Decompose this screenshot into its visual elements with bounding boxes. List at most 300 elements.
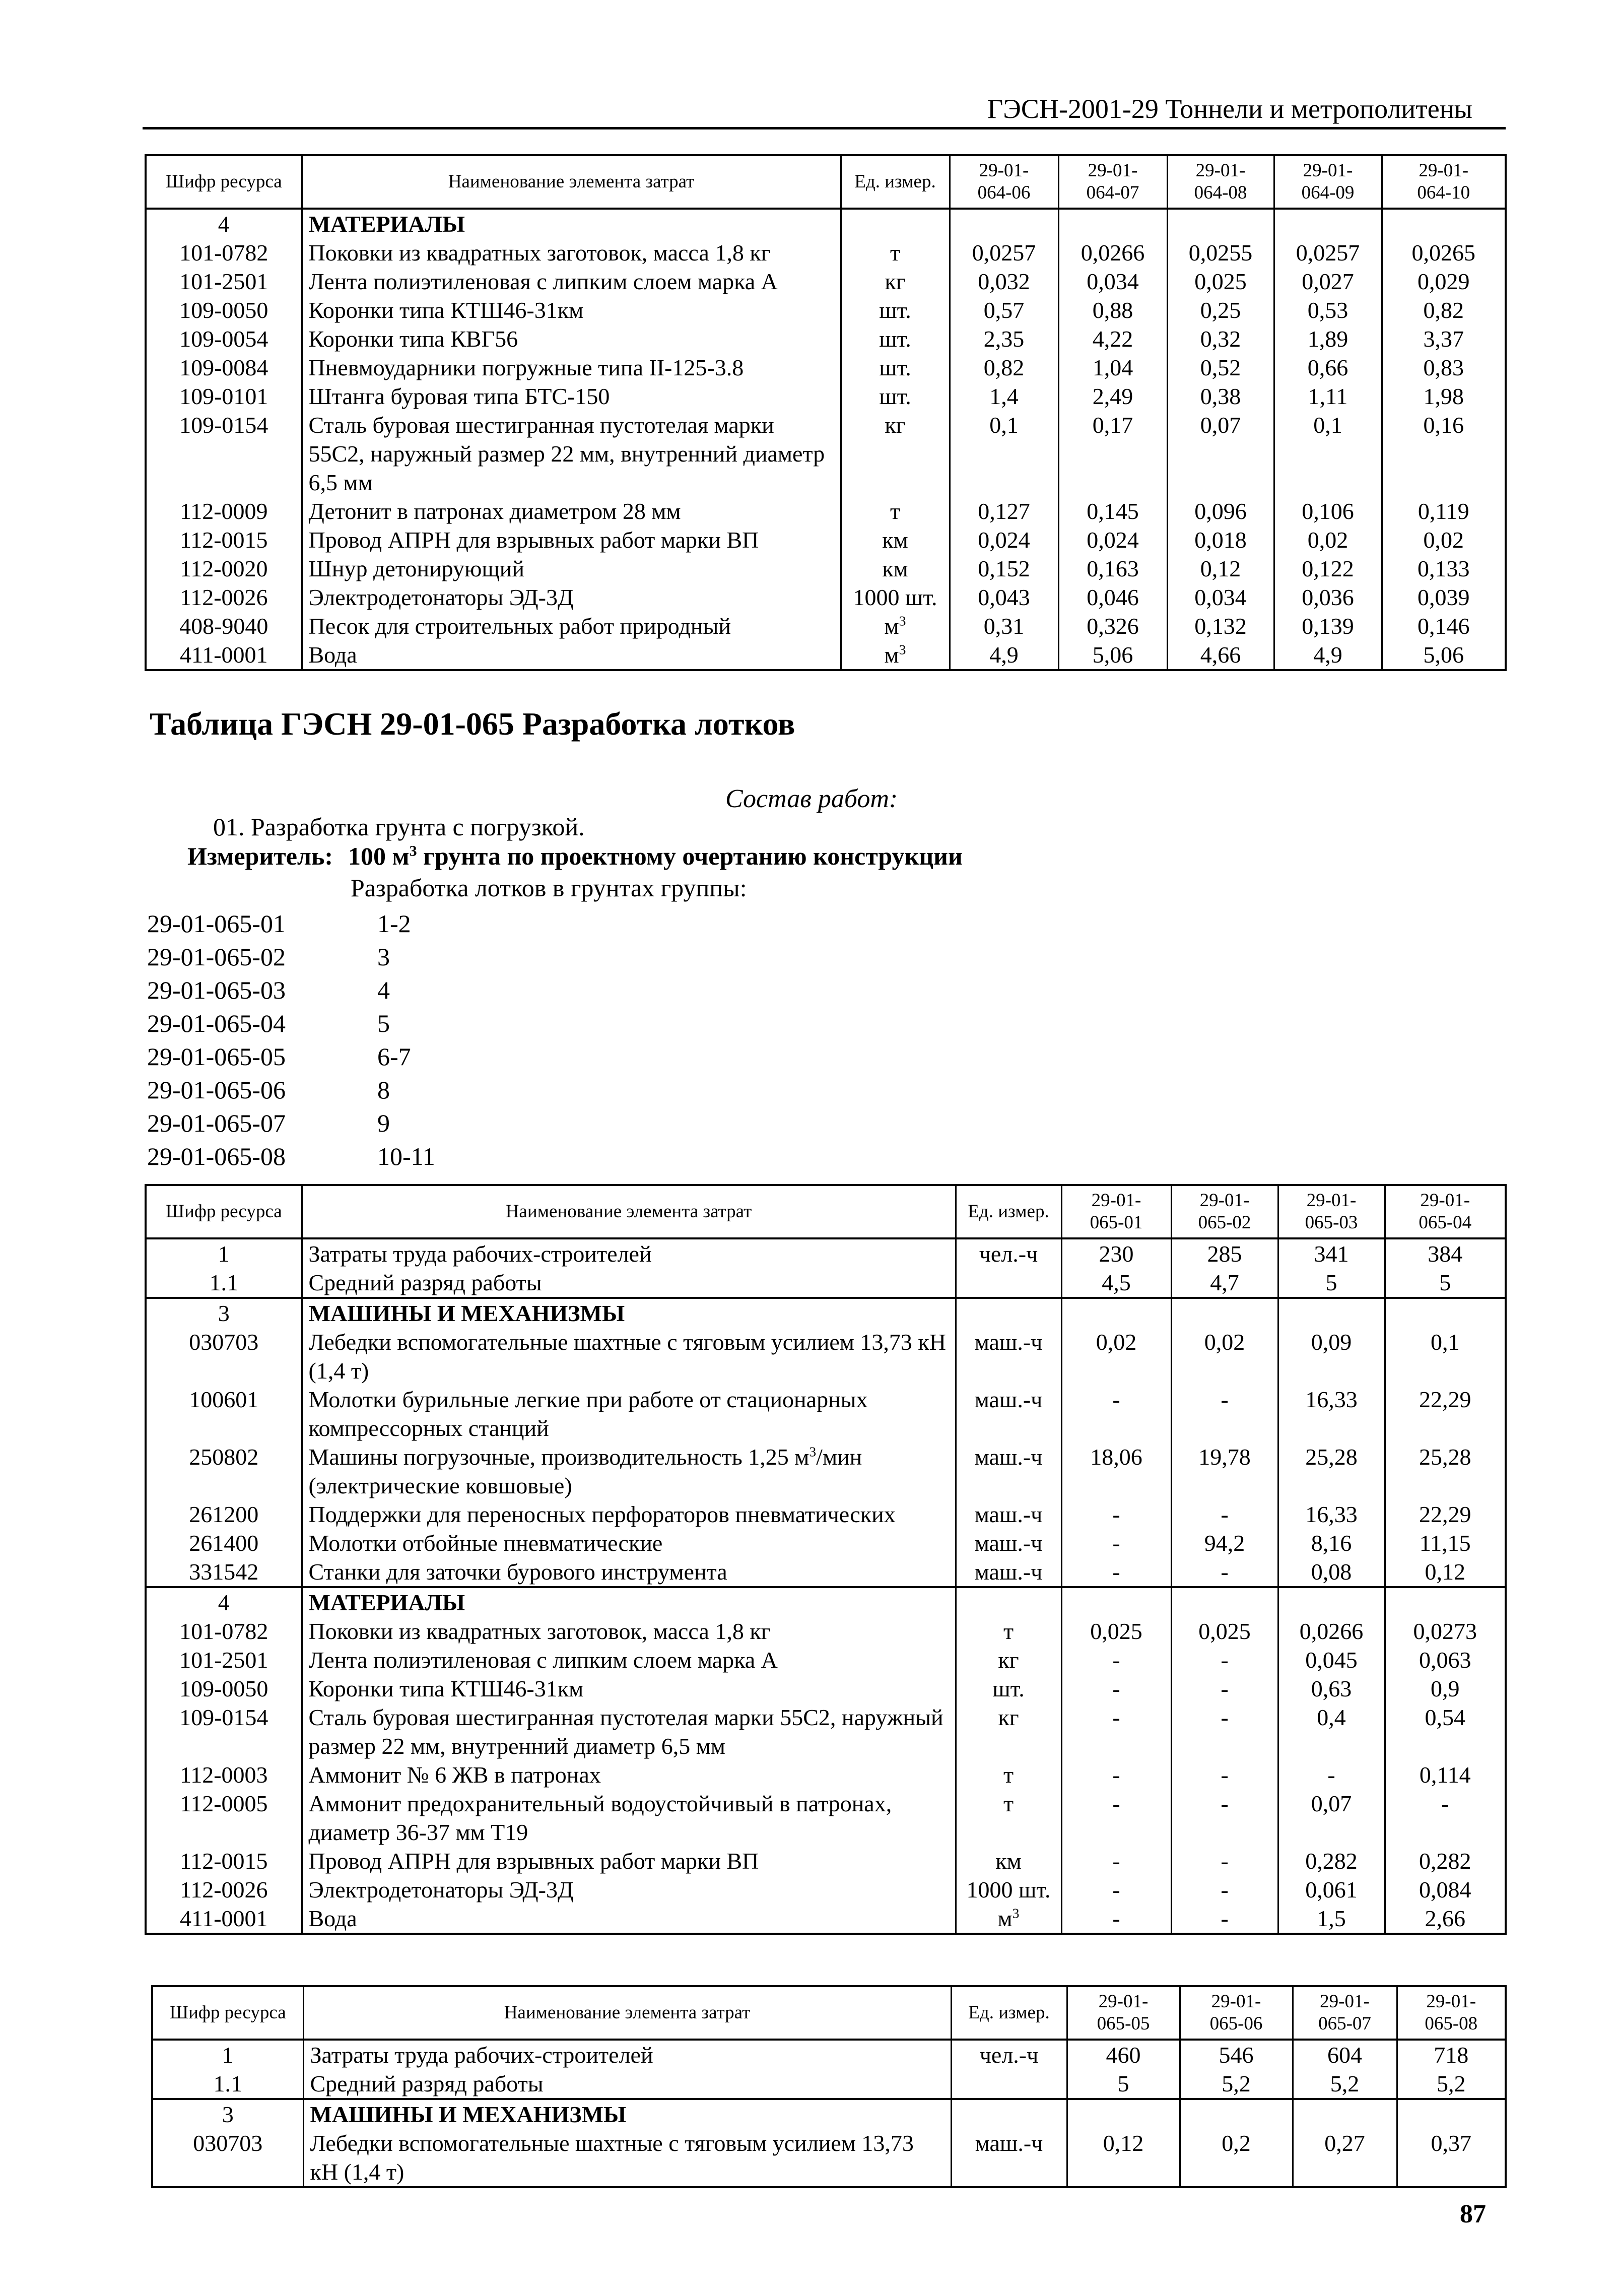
- soil-group-row: [147, 1040, 435, 1073]
- norm-code: 29-01-065-01: [147, 909, 286, 938]
- header-norm-column: 29-01- 064-06: [950, 155, 1058, 209]
- table-row: [146, 411, 1506, 497]
- norm-code: 29-01-065-05: [147, 1042, 286, 1071]
- section-title: Затраты труда рабочих-строителей: [303, 2040, 951, 2069]
- norm-value: 4,5: [1061, 1268, 1171, 1298]
- resource-unit: кг: [956, 1703, 1061, 1760]
- section-unit: [841, 209, 950, 238]
- section-value: [1171, 1298, 1278, 1328]
- norm-value: 0,0265: [1382, 238, 1506, 267]
- norm-value: 0,12: [1385, 1557, 1506, 1587]
- norm-value: 0,53: [1274, 296, 1382, 324]
- norm-value: 25,28: [1385, 1442, 1506, 1500]
- norm-value: 18,06: [1061, 1442, 1171, 1500]
- header-norm-column: 29-01- 065-06: [1180, 1986, 1293, 2040]
- soil-group: 5: [377, 1009, 390, 1037]
- resource-name: Шнур детонирующий: [302, 554, 841, 583]
- table-row: [146, 1557, 1506, 1587]
- resource-name: Электродетонаторы ЭД-3Д: [302, 1875, 956, 1904]
- section-row: [146, 1587, 1506, 1617]
- table-row: [146, 612, 1506, 640]
- resource-code: 331542: [146, 1557, 302, 1587]
- resource-name: Средний разряд работы: [302, 1268, 956, 1298]
- norm-value: 4,7: [1171, 1268, 1278, 1298]
- section-value: [1067, 2099, 1180, 2129]
- header-unit: Ед. измер.: [841, 155, 950, 209]
- resource-code: 408-9040: [146, 612, 302, 640]
- section-unit: [956, 1298, 1061, 1328]
- soil-group: 1-2: [377, 909, 411, 938]
- resource-code: 030703: [146, 1328, 302, 1385]
- table-row: [146, 382, 1506, 411]
- resource-code: 100601: [146, 1385, 302, 1442]
- header-code: Шифр ресурса: [152, 1986, 303, 2040]
- resource-unit: км: [841, 526, 950, 554]
- table-row: [146, 1529, 1506, 1557]
- resource-code: 109-0054: [146, 324, 302, 353]
- resource-code: 030703: [152, 2129, 303, 2187]
- norm-value: 0,02: [1171, 1328, 1278, 1385]
- resource-code: 101-0782: [146, 1617, 302, 1646]
- norm-value: 5,2: [1397, 2069, 1506, 2099]
- running-head: ГЭСН-2001-29 Тоннели и метрополитены: [987, 94, 1472, 124]
- resource-name: Лента полиэтиленовая с липким слоем марка А: [302, 1646, 956, 1674]
- resource-name: Аммонит предохранительный водоустойчивый в патронах, диаметр 36-37 мм Т19: [302, 1789, 956, 1847]
- table-row: [152, 2129, 1506, 2187]
- header-norm-column: 29-01- 064-10: [1382, 155, 1506, 209]
- resource-code: 411-0001: [146, 1904, 302, 1934]
- section-title: МАШИНЫ И МЕХАНИЗМЫ: [303, 2099, 951, 2129]
- norm-value: -: [1385, 1789, 1506, 1847]
- soil-group: 6-7: [377, 1042, 411, 1071]
- norm-value: 22,29: [1385, 1385, 1506, 1442]
- norm-value: 8,16: [1278, 1529, 1385, 1557]
- norm-value: 0,024: [950, 526, 1058, 554]
- soil-group-row: [147, 1007, 435, 1040]
- norm-value: 2,66: [1385, 1904, 1506, 1934]
- norm-value: 0,09: [1278, 1328, 1385, 1385]
- norm-value: 94,2: [1171, 1529, 1278, 1557]
- table-row: [146, 1674, 1506, 1703]
- norm-value: 0,045: [1278, 1646, 1385, 1674]
- resource-name: Лебедки вспомогательные шахтные с тяговым усилием 13,73 кН (1,4 т): [303, 2129, 951, 2187]
- resource-unit: маш.-ч: [956, 1557, 1061, 1587]
- norm-value: 0,043: [950, 583, 1058, 612]
- norm-value: -: [1278, 1760, 1385, 1789]
- resource-name: Штанга буровая типа БТС-150: [302, 382, 841, 411]
- norm-value: 1,4: [950, 382, 1058, 411]
- header-name: Наименование элемента затрат: [303, 1986, 951, 2040]
- norm-value: 0,37: [1397, 2129, 1506, 2187]
- section-value: [1061, 1298, 1171, 1328]
- norm-code: 29-01-065-02: [147, 943, 286, 971]
- resource-table-064: [145, 154, 1507, 671]
- table-row: [146, 497, 1506, 526]
- norm-value: 5,06: [1058, 640, 1167, 670]
- section-title: МАТЕРИАЛЫ: [302, 209, 841, 238]
- norm-value: 5: [1278, 1268, 1385, 1298]
- norm-value: -: [1171, 1904, 1278, 1934]
- header-name: Наименование элемента затрат: [302, 1185, 956, 1238]
- header-row: [146, 155, 1506, 209]
- resource-unit: т: [841, 497, 950, 526]
- resource-name: Лента полиэтиленовая с липким слоем марка А: [302, 267, 841, 296]
- section-code: 4: [146, 209, 302, 238]
- section-code: 3: [152, 2099, 303, 2129]
- resource-unit: [951, 2069, 1067, 2099]
- norm-value: 0,139: [1274, 612, 1382, 640]
- section-unit: чел.-ч: [956, 1238, 1061, 1268]
- norm-value: 0,127: [950, 497, 1058, 526]
- resource-unit: маш.-ч: [951, 2129, 1067, 2187]
- norm-value: 0,025: [1167, 267, 1274, 296]
- norm-value: 0,025: [1171, 1617, 1278, 1646]
- norm-value: 0,034: [1167, 583, 1274, 612]
- header-norm-column: 29-01- 064-09: [1274, 155, 1382, 209]
- header-code: Шифр ресурса: [146, 1185, 302, 1238]
- section-row: [146, 1298, 1506, 1328]
- norm-value: 0,38: [1167, 382, 1274, 411]
- table-row: [146, 640, 1506, 670]
- resource-code: 101-2501: [146, 1646, 302, 1674]
- resource-name: Сталь буровая шестигранная пустотелая марки 55С2, наружный размер 22 мм, внутренний диаметр 6,5 мм: [302, 1703, 956, 1760]
- resource-code: 112-0009: [146, 497, 302, 526]
- norm-value: -: [1171, 1847, 1278, 1875]
- table-row: [146, 1268, 1506, 1298]
- section-value: 341: [1278, 1238, 1385, 1268]
- table-row: [146, 1847, 1506, 1875]
- resource-name: Молотки бурильные легкие при работе от стационарных компрессорных станций: [302, 1385, 956, 1442]
- norm-value: 5: [1385, 1268, 1506, 1298]
- resource-name: Провод АПРН для взрывных работ марки ВП: [302, 1847, 956, 1875]
- header-unit: Ед. измер.: [951, 1986, 1067, 2040]
- norm-value: 0,9: [1385, 1674, 1506, 1703]
- table-row: [146, 1904, 1506, 1934]
- measure-label: Измеритель:: [187, 842, 333, 870]
- soil-group-row: [147, 1073, 435, 1106]
- resource-name: Средний разряд работы: [303, 2069, 951, 2099]
- section-row: [152, 2040, 1506, 2069]
- norm-value: 0,146: [1382, 612, 1506, 640]
- resource-code: 109-0154: [146, 411, 302, 497]
- groups-heading: Разработка лотков в грунтах группы:: [351, 874, 747, 902]
- resource-code: 1.1: [146, 1268, 302, 1298]
- norm-value: 0,032: [950, 267, 1058, 296]
- resource-code: 250802: [146, 1442, 302, 1500]
- resource-code: 109-0084: [146, 353, 302, 382]
- resource-name: Пневмоударники погружные типа II-125-3.8: [302, 353, 841, 382]
- norm-value: 1,98: [1382, 382, 1506, 411]
- norm-value: 0,163: [1058, 554, 1167, 583]
- soil-group: 9: [377, 1109, 390, 1137]
- resource-name: Поковки из квадратных заготовок, масса 1,8 кг: [302, 1617, 956, 1646]
- norm-value: 0,025: [1061, 1617, 1171, 1646]
- resource-unit: т: [956, 1760, 1061, 1789]
- norm-value: 0,0273: [1385, 1617, 1506, 1646]
- resource-name: Аммонит № 6 ЖВ в патронах: [302, 1760, 956, 1789]
- section-value: [1382, 209, 1506, 238]
- resource-code: 101-2501: [146, 267, 302, 296]
- resource-name: Коронки типа КТШ46-31км: [302, 296, 841, 324]
- norm-value: 0,0257: [1274, 238, 1382, 267]
- norm-value: 3,37: [1382, 324, 1506, 353]
- norm-code: 29-01-065-04: [147, 1009, 286, 1037]
- resource-unit: маш.-ч: [956, 1500, 1061, 1529]
- section-title: Затраты труда рабочих-строителей: [302, 1238, 956, 1268]
- work-item: 01. Разработка грунта с погрузкой.: [213, 813, 585, 841]
- norm-value: 0,63: [1278, 1674, 1385, 1703]
- section-unit: [956, 1587, 1061, 1617]
- header-unit: Ед. измер.: [956, 1185, 1061, 1238]
- resource-unit: км: [841, 554, 950, 583]
- resource-code: 112-0020: [146, 554, 302, 583]
- table-row: [146, 353, 1506, 382]
- norm-value: 0,12: [1167, 554, 1274, 583]
- soil-group-row: [147, 1140, 435, 1173]
- resource-code: 112-0015: [146, 1847, 302, 1875]
- table-row: [146, 554, 1506, 583]
- resource-unit: [956, 1268, 1061, 1298]
- resource-code: 261200: [146, 1500, 302, 1529]
- norm-value: -: [1061, 1646, 1171, 1674]
- norm-value: 0,83: [1382, 353, 1506, 382]
- resource-table-065-05-08: [151, 1985, 1507, 2188]
- norm-value: 0,0266: [1278, 1617, 1385, 1646]
- section-value: 230: [1061, 1238, 1171, 1268]
- resource-name: Коронки типа КТШ46-31км: [302, 1674, 956, 1703]
- norm-value: 0,07: [1278, 1789, 1385, 1847]
- header-code: Шифр ресурса: [146, 155, 302, 209]
- norm-value: 0,326: [1058, 612, 1167, 640]
- section-value: [1385, 1587, 1506, 1617]
- resource-unit: маш.-ч: [956, 1529, 1061, 1557]
- resource-unit: кг: [841, 411, 950, 497]
- norm-value: 0,31: [950, 612, 1058, 640]
- resource-code: 411-0001: [146, 640, 302, 670]
- section-value: [1278, 1298, 1385, 1328]
- norm-value: -: [1061, 1674, 1171, 1703]
- resource-code: 1.1: [152, 2069, 303, 2099]
- norm-value: 0,12: [1067, 2129, 1180, 2187]
- norm-value: 0,024: [1058, 526, 1167, 554]
- norm-value: 0,16: [1382, 411, 1506, 497]
- norm-value: -: [1061, 1875, 1171, 1904]
- section-value: 384: [1385, 1238, 1506, 1268]
- norm-value: -: [1171, 1875, 1278, 1904]
- table-row: [146, 1789, 1506, 1847]
- norm-value: 2,35: [950, 324, 1058, 353]
- header-norm-column: 29-01- 064-08: [1167, 155, 1274, 209]
- section-value: [1061, 1587, 1171, 1617]
- resource-code: 112-0026: [146, 1875, 302, 1904]
- header-norm-column: 29-01- 065-05: [1067, 1986, 1180, 2040]
- header-row: [152, 1986, 1506, 2040]
- soil-group-row: [147, 940, 435, 973]
- norm-value: 0,029: [1382, 267, 1506, 296]
- resource-name: Песок для строительных работ природный: [302, 612, 841, 640]
- header-norm-column: 29-01- 065-07: [1293, 1986, 1397, 2040]
- table-row: [146, 1500, 1506, 1529]
- norm-value: 1,04: [1058, 353, 1167, 382]
- section-value: 285: [1171, 1238, 1278, 1268]
- section-code: 1: [152, 2040, 303, 2069]
- section-value: [1058, 209, 1167, 238]
- table-row: [146, 238, 1506, 267]
- norm-value: -: [1061, 1529, 1171, 1557]
- norm-value: 0,018: [1167, 526, 1274, 554]
- norm-value: 0,0255: [1167, 238, 1274, 267]
- resource-code: 109-0154: [146, 1703, 302, 1760]
- section-unit: [951, 2099, 1067, 2129]
- norm-value: 0,046: [1058, 583, 1167, 612]
- table-row: [146, 1703, 1506, 1760]
- resource-name: Машины погрузочные, производительность 1,25 $м^3$/мин (электрические ковшовые): [302, 1442, 956, 1500]
- norm-value: -: [1171, 1674, 1278, 1703]
- norm-value: 11,15: [1385, 1529, 1506, 1557]
- norm-value: 25,28: [1278, 1442, 1385, 1500]
- table-row: [146, 324, 1506, 353]
- resource-table-065-01-04: [145, 1184, 1507, 1935]
- section-code: 4: [146, 1587, 302, 1617]
- table-row: [146, 1875, 1506, 1904]
- resource-unit: т: [956, 1617, 1061, 1646]
- norm-value: 5: [1067, 2069, 1180, 2099]
- norm-value: -: [1171, 1500, 1278, 1529]
- norm-value: 0,66: [1274, 353, 1382, 382]
- norm-value: 0,25: [1167, 296, 1274, 324]
- norm-value: 19,78: [1171, 1442, 1278, 1500]
- section-value: [1180, 2099, 1293, 2129]
- section-code: 3: [146, 1298, 302, 1328]
- norm-value: 0,027: [1274, 267, 1382, 296]
- norm-value: 0,57: [950, 296, 1058, 324]
- norm-value: 0,145: [1058, 497, 1167, 526]
- soil-group-row: [147, 907, 435, 940]
- norm-value: 5,2: [1293, 2069, 1397, 2099]
- resource-name: Вода: [302, 640, 841, 670]
- norm-value: 0,2: [1180, 2129, 1293, 2187]
- resource-code: 112-0015: [146, 526, 302, 554]
- resource-code: 112-0005: [146, 1789, 302, 1847]
- table-row: [146, 1385, 1506, 1442]
- norm-value: 0,1: [1274, 411, 1382, 497]
- norm-value: -: [1171, 1557, 1278, 1587]
- resource-name: Сталь буровая шестигранная пустотелая марки 55С2, наружный размер 22 мм, внутренний диаметр 6,5 мм: [302, 411, 841, 497]
- resource-code: 109-0050: [146, 296, 302, 324]
- section-value: [1171, 1587, 1278, 1617]
- norm-value: 1,11: [1274, 382, 1382, 411]
- norm-value: 4,9: [1274, 640, 1382, 670]
- resource-name: Лебедки вспомогательные шахтные с тяговым усилием 13,73 кН (1,4 т): [302, 1328, 956, 1385]
- resource-unit: шт.: [956, 1674, 1061, 1703]
- resource-name: Вода: [302, 1904, 956, 1934]
- norm-value: -: [1061, 1500, 1171, 1529]
- section-value: 460: [1067, 2040, 1180, 2069]
- norm-value: -: [1171, 1789, 1278, 1847]
- soil-group: 10-11: [377, 1142, 435, 1170]
- section-code: 1: [146, 1238, 302, 1268]
- norm-value: 16,33: [1278, 1385, 1385, 1442]
- section-unit: чел.-ч: [951, 2040, 1067, 2069]
- resource-unit: маш.-ч: [956, 1385, 1061, 1442]
- resource-name: Поковки из квадратных заготовок, масса 1,8 кг: [302, 238, 841, 267]
- table-title: Таблица ГЭСН 29-01-065 Разработка лотков: [150, 706, 795, 742]
- norm-value: -: [1061, 1385, 1171, 1442]
- work-composition-label: Состав работ:: [725, 784, 898, 813]
- table-row: [146, 296, 1506, 324]
- table-row: [146, 1617, 1506, 1646]
- norm-value: 0,1: [950, 411, 1058, 497]
- norm-value: -: [1171, 1703, 1278, 1760]
- norm-value: -: [1061, 1703, 1171, 1760]
- norm-value: -: [1171, 1760, 1278, 1789]
- section-title: МАШИНЫ И МЕХАНИЗМЫ: [302, 1298, 956, 1328]
- resource-unit: $м^3$: [956, 1904, 1061, 1934]
- norm-value: -: [1061, 1904, 1171, 1934]
- norm-code: 29-01-065-03: [147, 976, 286, 1004]
- soil-group: 4: [377, 976, 390, 1004]
- header-norm-column: 29-01- 065-02: [1171, 1185, 1278, 1238]
- resource-unit: шт.: [841, 353, 950, 382]
- table-row: [152, 2069, 1506, 2099]
- norm-value: 0,282: [1278, 1847, 1385, 1875]
- table-row: [146, 583, 1506, 612]
- header-name: Наименование элемента затрат: [302, 155, 841, 209]
- norm-value: 0,54: [1385, 1703, 1506, 1760]
- norm-value: 0,07: [1167, 411, 1274, 497]
- norm-value: -: [1171, 1385, 1278, 1442]
- norm-value: 0,133: [1382, 554, 1506, 583]
- norm-value: 0,32: [1167, 324, 1274, 353]
- norm-value: 0,084: [1385, 1875, 1506, 1904]
- resource-unit: маш.-ч: [956, 1442, 1061, 1500]
- section-value: [1397, 2099, 1506, 2129]
- resource-unit: кг: [956, 1646, 1061, 1674]
- page-number: 87: [1460, 2200, 1486, 2228]
- soil-group: 8: [377, 1076, 390, 1104]
- resource-name: Коронки типа КВГ56: [302, 324, 841, 353]
- norm-value: 0,114: [1385, 1760, 1506, 1789]
- resource-unit: км: [956, 1847, 1061, 1875]
- section-value: 718: [1397, 2040, 1506, 2069]
- section-row: [146, 1238, 1506, 1268]
- norm-value: 0,132: [1167, 612, 1274, 640]
- norm-value: 0,152: [950, 554, 1058, 583]
- table-row: [146, 1442, 1506, 1500]
- norm-value: 0,036: [1274, 583, 1382, 612]
- norm-value: 0,122: [1274, 554, 1382, 583]
- resource-unit: шт.: [841, 324, 950, 353]
- resource-unit: 1000 шт.: [956, 1875, 1061, 1904]
- header-row: [146, 1185, 1506, 1238]
- resource-unit: $м^3$: [841, 640, 950, 670]
- section-value: [1293, 2099, 1397, 2129]
- norm-value: 0,096: [1167, 497, 1274, 526]
- resource-unit: т: [841, 238, 950, 267]
- section-value: [950, 209, 1058, 238]
- resource-unit: шт.: [841, 296, 950, 324]
- section-value: [1274, 209, 1382, 238]
- norm-value: 0,02: [1382, 526, 1506, 554]
- norm-value: 0,061: [1278, 1875, 1385, 1904]
- norm-value: -: [1061, 1789, 1171, 1847]
- norm-value: 0,106: [1274, 497, 1382, 526]
- norm-code: 29-01-065-08: [147, 1142, 286, 1170]
- resource-code: 109-0050: [146, 1674, 302, 1703]
- resource-name: Молотки отбойные пневматические: [302, 1529, 956, 1557]
- norm-value: 1,89: [1274, 324, 1382, 353]
- resource-name: Детонит в патронах диаметром 28 мм: [302, 497, 841, 526]
